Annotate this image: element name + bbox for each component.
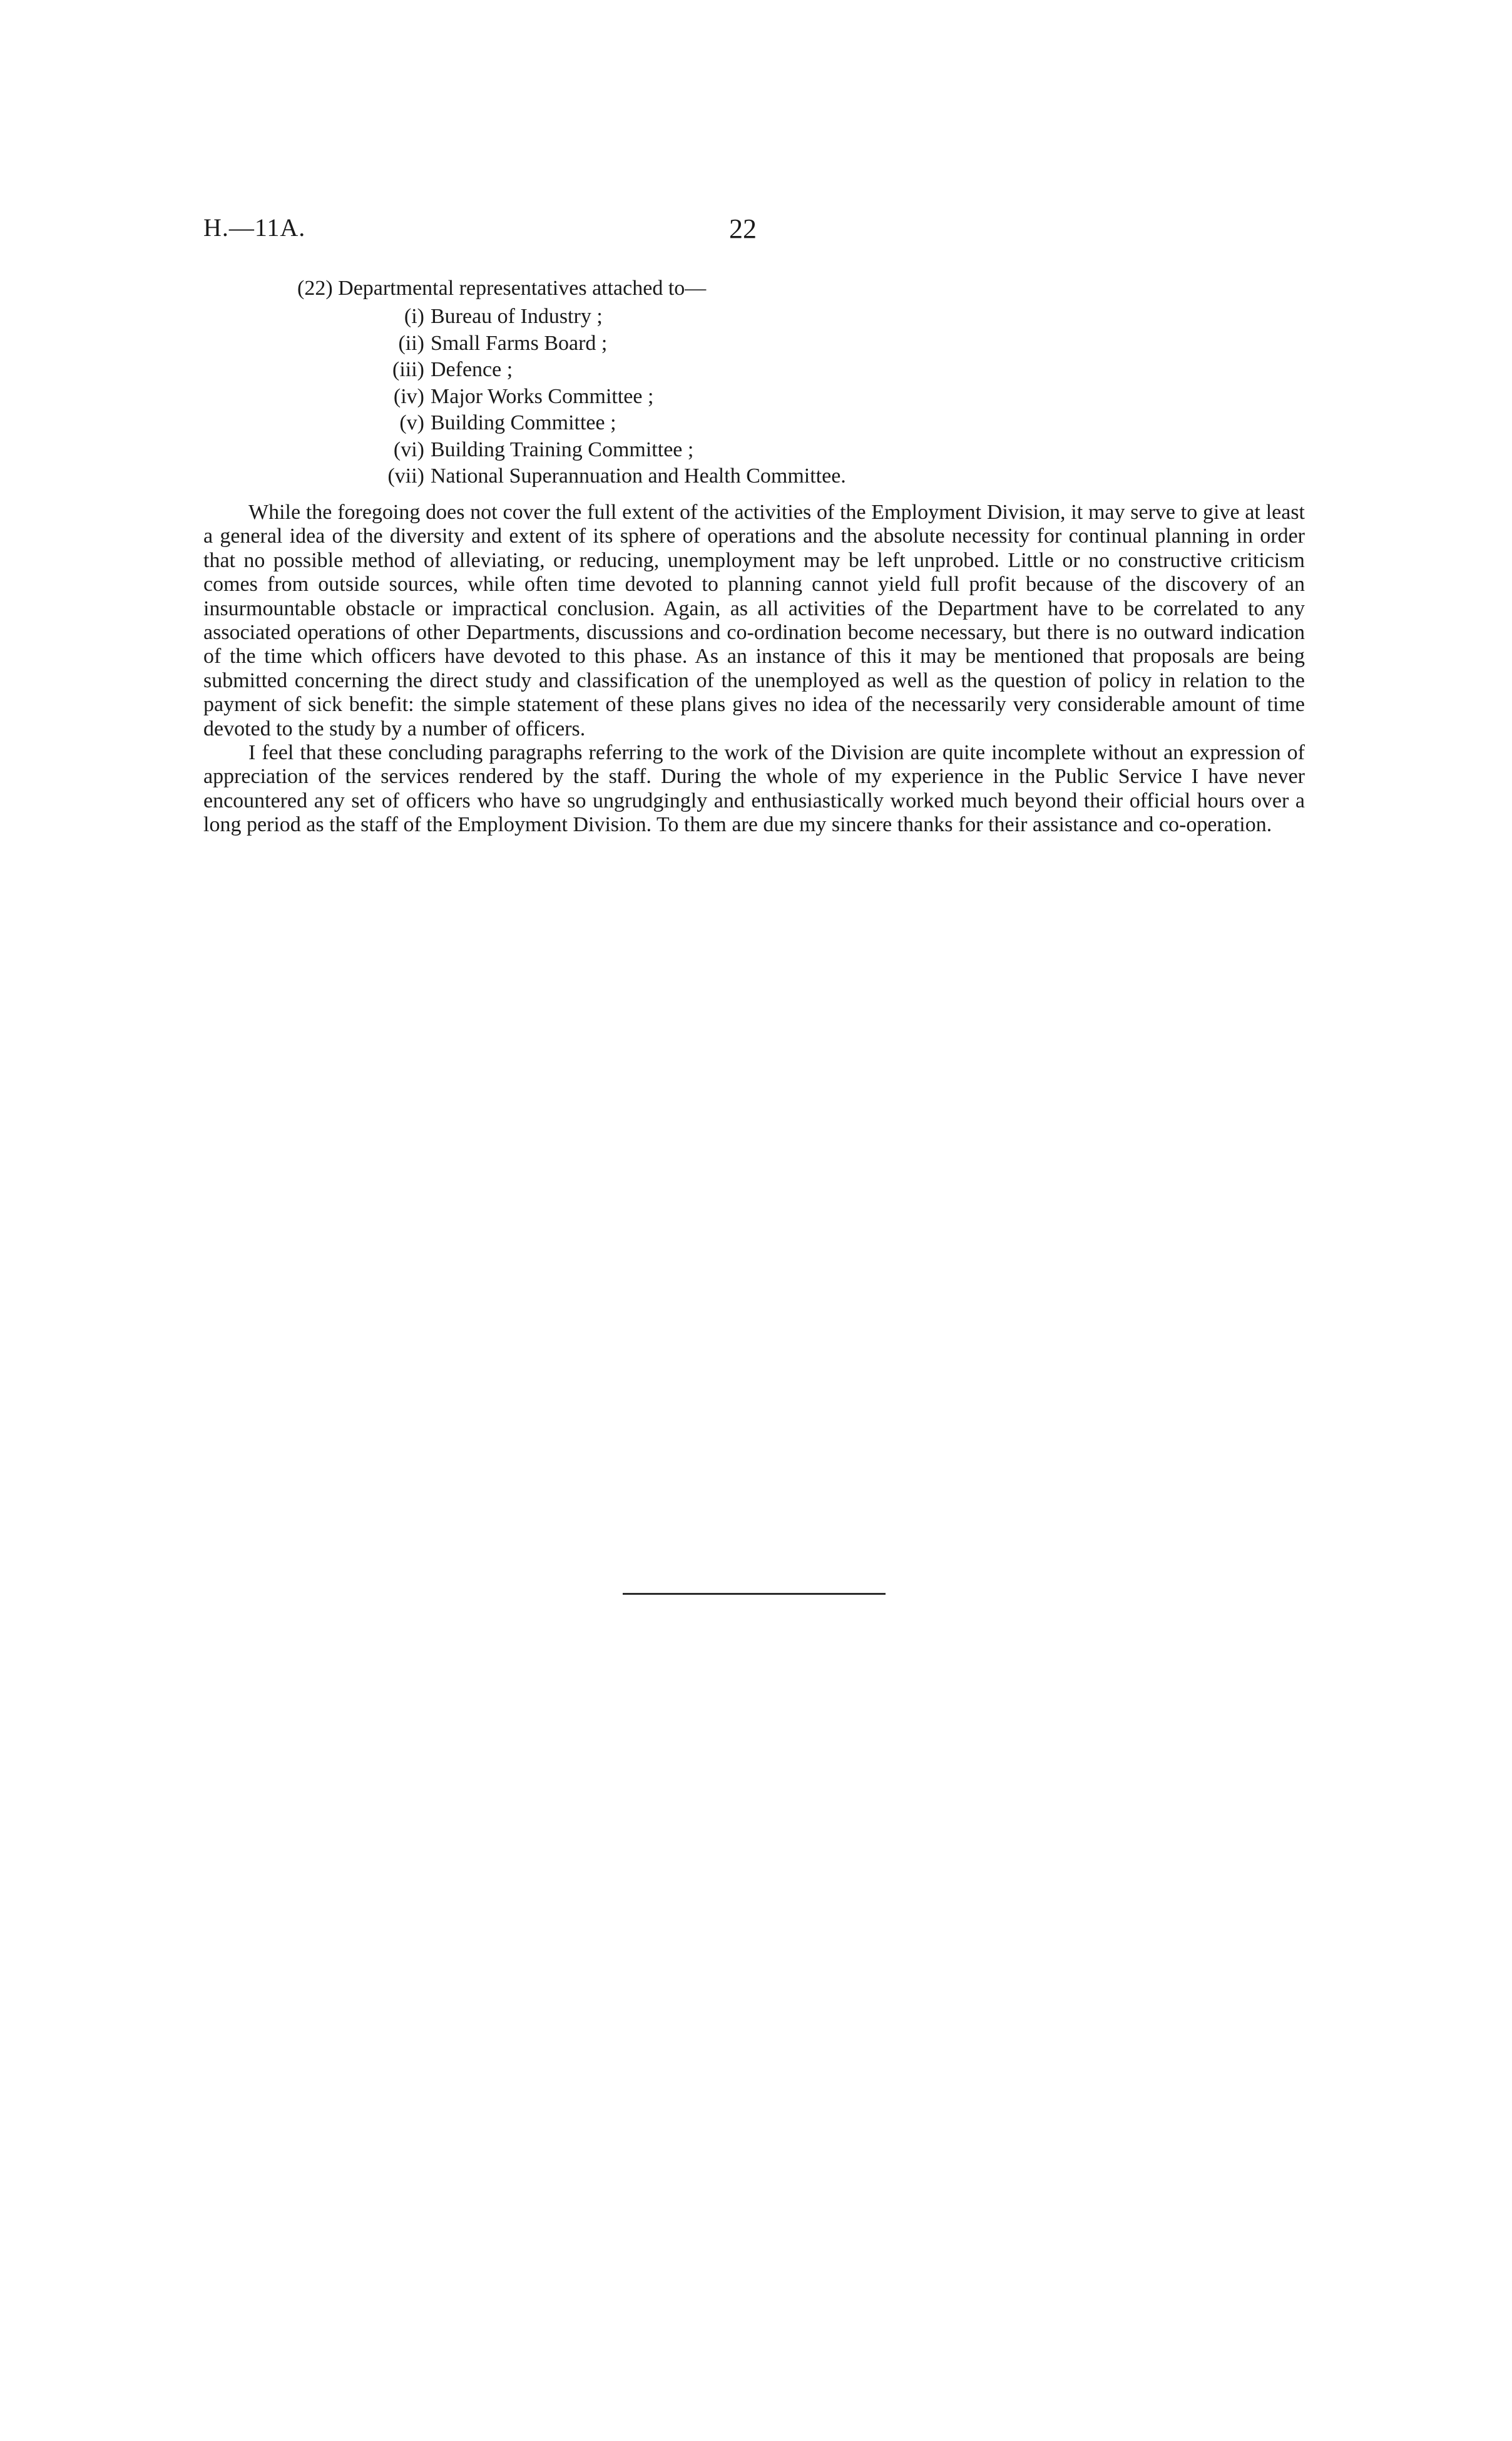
list-item <box>369 463 846 490</box>
list-item-number: (iii) <box>392 358 424 381</box>
paragraph-staff-thanks: I feel that these concluding paragraphs referring to the work of the Division are quite incomplete without an expression of appreciation of the services rendered by the staff. During the whole of my experience in the Public Service I have never encountered any set of officers who have so ungrudgingly and enthusiastically worked much beyond their official hours over a long period as the staff of the Employment Division. To them are due my sincere thanks for their assistance and co-operation. <box>203 741 1305 837</box>
page-number: 22 <box>729 213 757 244</box>
list-item-text: Bureau of Industry ; <box>431 305 603 328</box>
closing-rule <box>623 1593 886 1595</box>
list-item <box>369 410 846 437</box>
page-header <box>203 213 1305 250</box>
list-item-text: National Superannuation and Health Committee. <box>431 464 846 488</box>
list-item-number: (ii) <box>398 331 424 355</box>
list-item-number: (vi) <box>393 438 424 461</box>
list-item <box>369 437 846 464</box>
list-item-number: (i) <box>404 305 424 328</box>
list-item-text: Small Farms Board ; <box>431 331 608 355</box>
paragraph-activities: While the foregoing does not cover the full extent of the activities of the Employment Division, it may serve to give at least a general idea of the diversity and extent of its sphere of operations and the absolute necessity for continual planning in order that no possible method of alleviating, or reducing, unemployment may be left unprobed. Little or no constructive criticism comes from outside sources, while often time devoted to planning cannot yield full profit because of the discovery of an insurmountable obstacle or impractical conclusion. Again, as all activities of the Department have to be correlated to any associated operations of other Departments, discussions and co-ordination become necessary, but there is no outward indication of the time which officers have devoted to this phase. As an instance of this it may be mentioned that proposals are being submitted concerning the direct study and classification of the unemployed as well as the question of policy in relation to the payment of sick benefit: the simple statement of these plans gives no idea of the necessarily very considerable amount of time devoted to the study by a number of officers. <box>203 501 1305 740</box>
document-reference: H.—11A. <box>203 213 306 242</box>
list-item-number: (vii) <box>387 464 424 488</box>
section-intro: (22) Departmental representatives attached to— <box>297 277 707 300</box>
list-item <box>369 384 846 411</box>
list-item <box>369 304 846 330</box>
list-item <box>369 357 846 384</box>
list-item-number: (v) <box>399 411 424 434</box>
list-item-text: Major Works Committee ; <box>431 384 654 408</box>
list-item-text: Building Committee ; <box>431 411 616 434</box>
representatives-list <box>369 304 846 490</box>
list-item-number: (iv) <box>393 384 424 408</box>
list-item <box>369 330 846 357</box>
body-text <box>203 501 1305 837</box>
list-item-text: Building Training Committee ; <box>431 438 694 461</box>
list-item-text: Defence ; <box>431 358 513 381</box>
